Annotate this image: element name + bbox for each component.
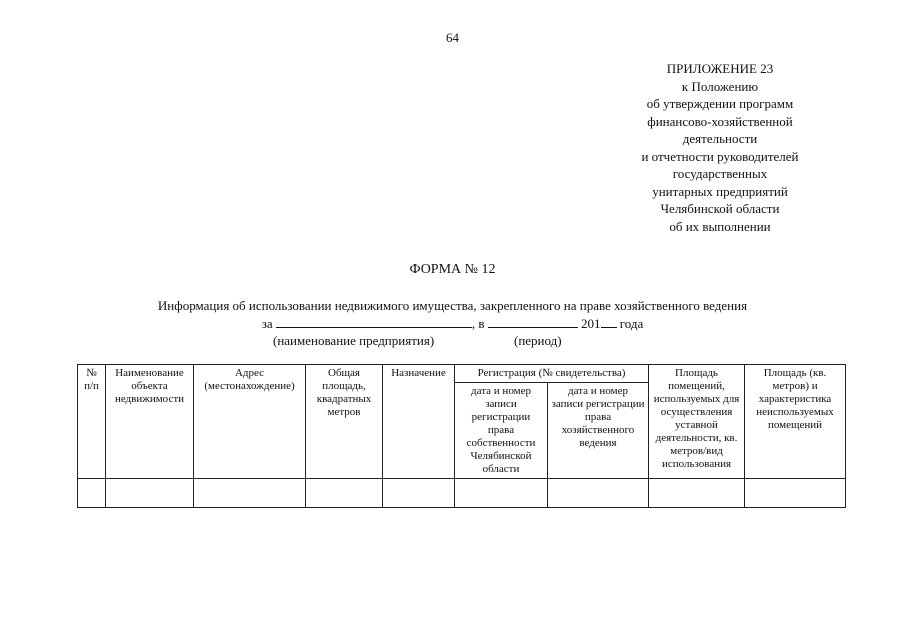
header-reg-state: дата и номер записи регистрации права собственности Челябинской области [455, 383, 548, 479]
enterprise-blank [276, 315, 472, 328]
appendix-line: об утверждении программ [646, 96, 794, 111]
form-title: ФОРМА № 12 [409, 262, 496, 277]
appendix-line: к Положению [681, 78, 759, 94]
period-year: 201 [581, 316, 601, 331]
period-suffix: года [619, 316, 644, 331]
header-unused-area: Площадь (кв. метров) и характеристика неиспользуемых помещений [745, 365, 846, 479]
info-heading: Информация об использовании недвижимого имущества, закрепленного на праве хозяйственного ведения [157, 298, 748, 313]
header-registration: Регистрация (№ свидетельства) [455, 365, 649, 383]
header-reg-economic: дата и номер записи регистрации права хозяйственного ведения [548, 383, 649, 479]
table-cell[interactable] [649, 479, 745, 508]
appendix-line: Челябинской области [660, 201, 780, 216]
table-cell[interactable] [306, 479, 383, 508]
table-cell[interactable] [745, 479, 846, 508]
appendix-line: ПРИЛОЖЕНИЕ 23 [666, 61, 774, 76]
header-purpose: Назначение [383, 365, 455, 479]
period-prefix: за [261, 316, 273, 331]
table-cell[interactable] [455, 479, 548, 508]
header-address: Адрес (местонахождение) [194, 365, 306, 479]
period-middle: , в [471, 316, 485, 331]
table-cell[interactable] [548, 479, 649, 508]
table-cell[interactable] [78, 479, 106, 508]
table-cell[interactable] [106, 479, 194, 508]
appendix-line: деятельности [682, 131, 758, 146]
table-cell[interactable] [194, 479, 306, 508]
header-area: Общая площадь, квадратных метров [306, 365, 383, 479]
header-num: № п/п [78, 365, 106, 479]
appendix-line: финансово-хозяйственной [647, 113, 793, 129]
appendix-line: и отчетности руководителей [641, 148, 799, 164]
year-blank [601, 315, 617, 328]
period-line [0, 315, 905, 332]
table-cell[interactable] [383, 479, 455, 508]
table-row [78, 479, 846, 508]
enterprise-caption: (наименование предприятия) [273, 333, 435, 348]
header-name: Наименование объекта недвижимости [106, 365, 194, 479]
appendix-line: унитарных предприятий [652, 183, 788, 199]
appendix-line: об их выполнении [669, 218, 771, 234]
appendix-block [600, 60, 840, 235]
period-blank [488, 315, 578, 328]
page-number: 64 [446, 30, 459, 45]
period-caption: (период) [514, 333, 562, 348]
header-used-area: Площадь помещений, используемых для осуществления уставной деятельности, кв. метров/вид использования [649, 365, 745, 479]
property-table [77, 364, 846, 508]
appendix-line: государственных [672, 166, 768, 181]
